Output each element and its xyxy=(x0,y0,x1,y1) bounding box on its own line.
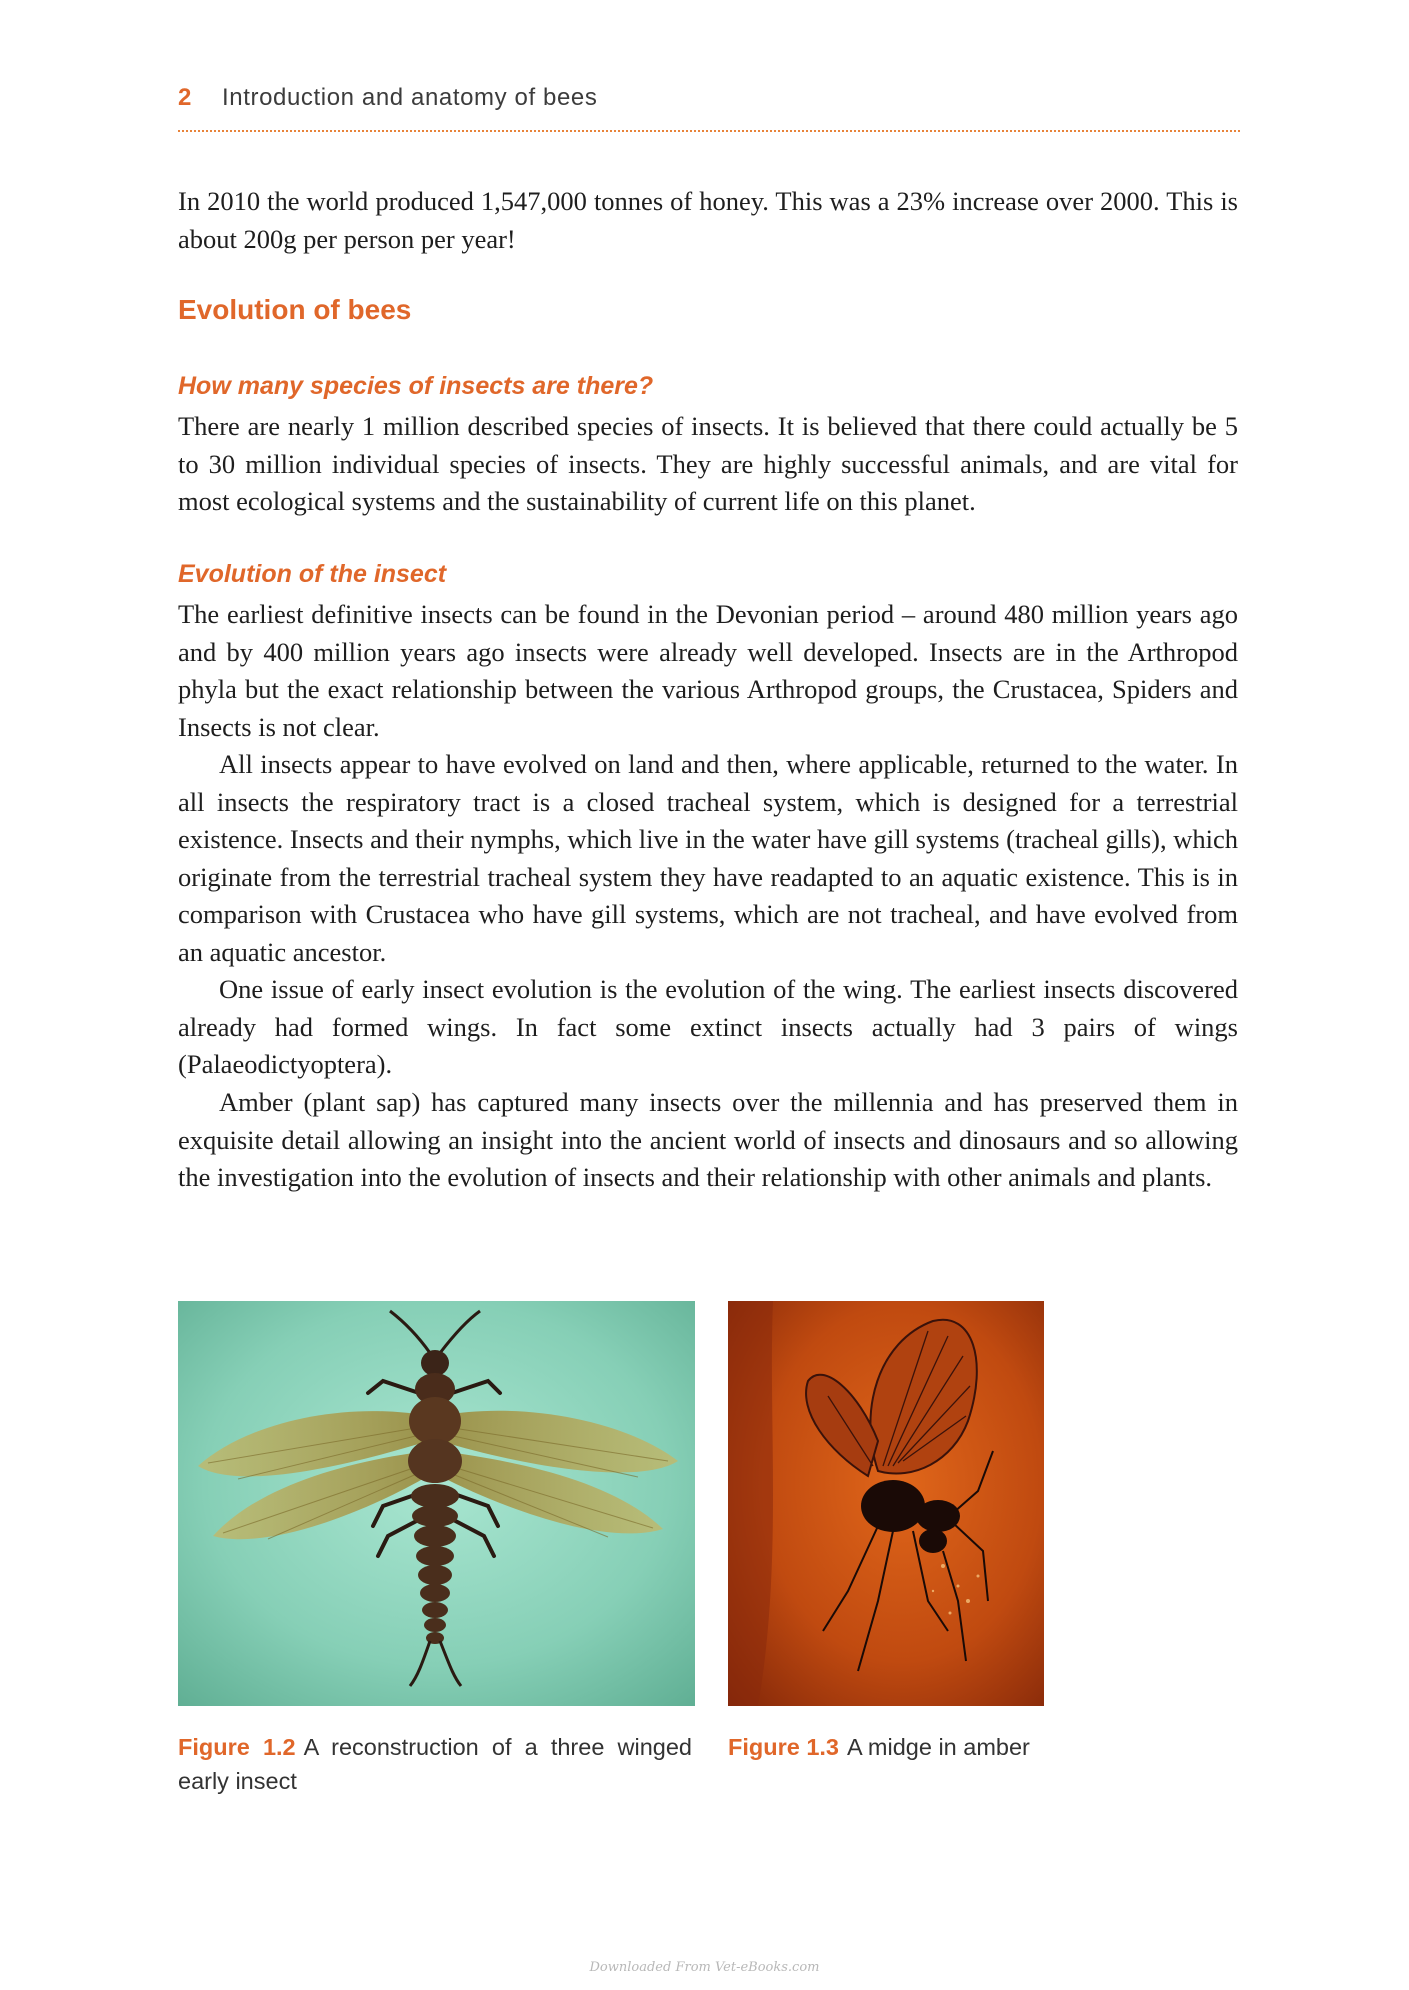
figure-1-3-image xyxy=(728,1301,1044,1706)
figure-1-2-caption xyxy=(178,1730,692,1798)
running-title: Introduction and anatomy of bees xyxy=(222,84,598,111)
figure-1-3-caption xyxy=(728,1730,1058,1764)
running-header xyxy=(178,84,1240,132)
section-heading: Evolution of bees xyxy=(178,294,412,325)
figure-1-2-caption-text: A reconstruction of a three winged early insect xyxy=(178,1734,692,1794)
intro-paragraph: In 2010 the world produced 1,547,000 tonnes of honey. This was a 23% increase over 2000. This is about 200g per person per year! xyxy=(178,186,1238,254)
page-number: 2 xyxy=(178,84,192,111)
figure-1-3-caption-text: A midge in amber xyxy=(847,1734,1030,1760)
figure-1-3-label: Figure 1.3 xyxy=(728,1734,840,1760)
paragraph-species: There are nearly 1 million described species of insects. It is believed that there could actually be 5 to 30 million individual species of insects. They are highly successful animals, and are vital for most ecological systems and the sustainability of current life on this planet. xyxy=(178,411,1238,516)
paragraph-evolution-2: All insects appear to have evolved on land and then, where applicable, returned to the water. In all insects the respiratory tract is a closed tracheal system, which is designed for a terrestrial existence. Insects and their nymphs, which live in the water have gill systems (tracheal gills), which originate from the terrestrial tracheal system they have readapted to an aquatic existence. This is in comparison with Crustacea who have gill systems, which are not tracheal, and have evolved from an aquatic ancestor. xyxy=(178,749,1238,967)
download-watermark: Downloaded From Vet-eBooks.com xyxy=(589,1960,820,1975)
paragraph-evolution-4: Amber (plant sap) has captured many insects over the millennia and has preserved them in exquisite detail allowing an insight into the ancient world of insects and dinosaurs and so allowing the investigation into the evolution of insects and their relationship with other animals and plants. xyxy=(178,1087,1238,1192)
paragraph-evolution-1: The earliest definitive insects can be found in the Devonian period – around 480 million years ago and by 400 million years ago insects were already well developed. Insects are in the Arthropod phyla but the exact relationship between the various Arthropod groups, the Crustacea, Spiders and Insects is not clear. xyxy=(178,599,1238,742)
subsection-heading-evolution: Evolution of the insect xyxy=(178,560,447,588)
figure-1-2-image xyxy=(178,1301,695,1706)
paragraph-evolution-3: One issue of early insect evolution is the evolution of the wing. The earliest insects discovered already had formed wings. In fact some extinct insects actually had 3 pairs of wings (Palaeodictyoptera). xyxy=(178,974,1238,1079)
figure-1-2-label: Figure 1.2 xyxy=(178,1734,296,1760)
subsection-heading-species: How many species of insects are there? xyxy=(178,372,654,400)
